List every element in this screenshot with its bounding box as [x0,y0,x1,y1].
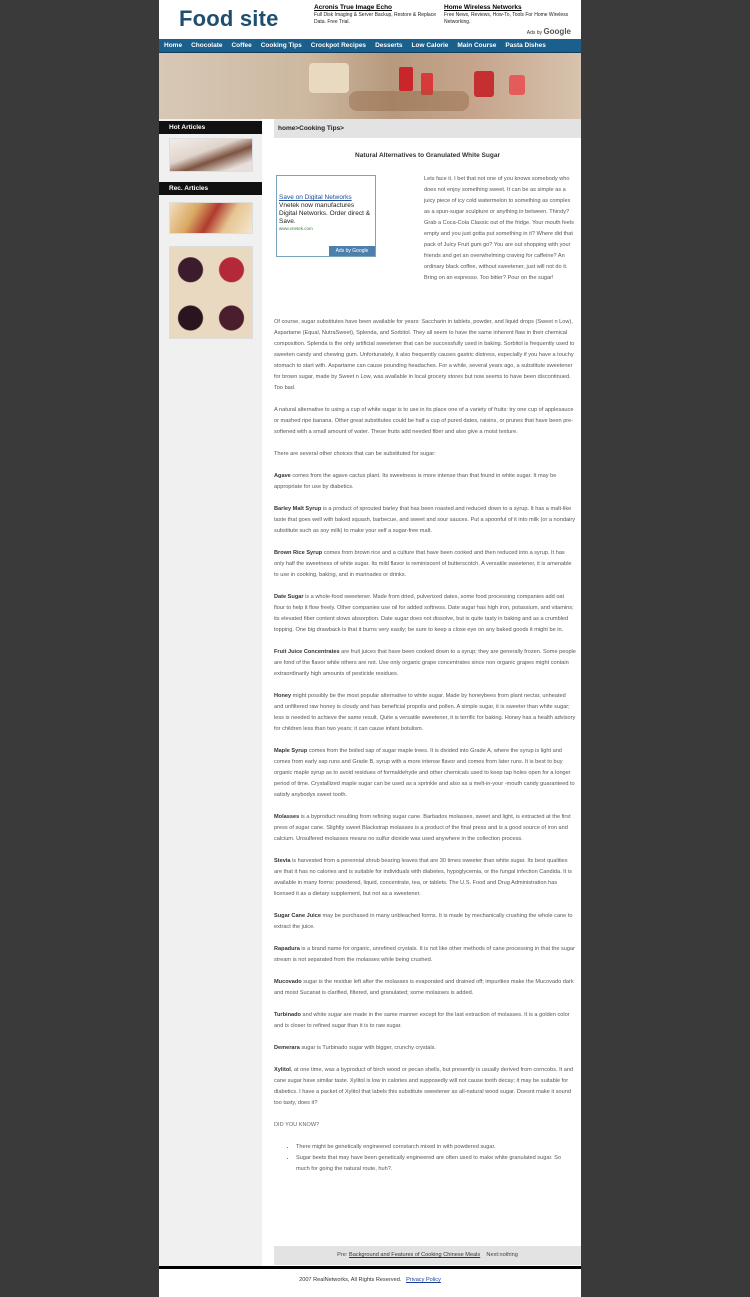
did-you-know-heading: DID YOU KNOW? [274,1122,320,1128]
sweetener-item: Agave comes from the agave cactus plant. Its sweetness is more intense than that found in white sugar. It may be appropriate for use by diabetics. [274,473,557,490]
inline-ad[interactable] [276,175,376,257]
nav-desserts[interactable]: Desserts [375,42,403,49]
nav-pasta-dishes[interactable]: Pasta Dishes [505,42,546,49]
sweetener-term: Maple Syrup [274,748,308,754]
sweetener-item: Xylitol, at one time, was a byproduct of birch wood or pecan shells, but presently is usually derived from corncobs. It and cane sugar have similar taste. Xylitol is low in calories and supposedly will not cause tooth decay; it may be suitable for diabetics. I have a packet of Xylitol that labels this substitute sweetener as all-natural wood sugar. Doesnt make it sound too tasty, does it? [274,1067,574,1106]
header-banner-image [159,53,581,119]
page-container [159,0,581,1297]
site-logo[interactable]: Food site [179,6,279,31]
sweetener-item: Barley Malt Syrup is a product of sprouted barley that has been roasted and reduced down to a syrup. It has a malt-like taste that goes well with baked squash, barbecue, and sweet and sour sauces. Put a spoonful of it into milk (or a nondairy substitute such as soy milk) to make your self a sugar-free malt. [274,506,575,534]
nav-chocolate[interactable]: Chocolate [191,42,223,49]
nav-main-course[interactable]: Main Course [457,42,497,49]
nav-low-calorie[interactable]: Low Calorie [411,42,449,49]
article-pager [274,1246,581,1265]
inline-ad-desc: Vnetek now manufactures Digital Networks. Order direct & Save. [279,202,371,225]
breadcrumb[interactable]: home>Cooking Tips> [274,119,581,138]
list-item: • Sugar beets that may have been genetically engineered are often used to make white granulated sugar. So much for going the natural route, huh?. [296,1153,576,1175]
sweetener-term: Honey [274,693,292,699]
header-ad-2-desc: Free News, Reviews, How-To, Tools For Home Wireless Networking. [444,12,569,25]
sweetener-term: Xylitol [274,1067,291,1073]
footer-divider [159,1266,581,1269]
sweetener-term: Stevia [274,858,291,864]
sweetener-term: Demerara [274,1045,300,1051]
header-ad-1-desc: Full Disk Imaging & Server Backup, Restore & Replace Data. Free Trial. [314,12,436,25]
sweetener-item: Stevia is harvested from a perennial shrub bearing leaves that are 30 times sweeter than white sugar. Its best qualities are that it has no calories and is suitable for individuals with diabetes, hypoglycemia, or the fungal infection Candida. It is available in many forms: powdered, liquid, concentrate, tea, or tablets. The U.S. Food and Drug Administration has licensed it as a dietary supplement, but not as a sweetener. [274,858,572,897]
sweetener-term: Sugar Cane Juice [274,913,321,919]
sweetener-item: Maple Syrup comes from the boiled sap of sugar maple trees. It is divided into Grade A, where the syrup is light and comes from early sap runs and Grade B, syrup with a more intense flavor and comes from later runs. It is best to buy organic maple syrup as to avoid residues of formaldehyde and other chemicals used to keep tap holes open for a longer period of time. Crystallized maple sugar can be used as a sprinkle and also as a melt-in-your -mouth candy guaranteed to satisfy anybodys sweet tooth. [274,748,575,798]
sweetener-term: Molasses [274,814,300,820]
sweetener-item: Mucovado sugar is the residue left after the molasses is evaporated and drained off; impurities make the Mucovado dark and moist Sucanat is clarified, filtered, and granulated; some molasses is added. [274,979,574,996]
article-body [274,317,576,1175]
sweetener-term: Rapadura [274,946,300,952]
paragraph: There are several other choices that can be substituted for sugar: [274,451,436,457]
sweetener-term: Turbinado [274,1012,301,1018]
inline-ads-by-google[interactable]: Ads by Google [329,246,375,256]
sweetener-item: Molasses is a byproduct resulting from refining sugar cane. Barbados molasses, sweet and light, is extracted at the first press of sugar cane. Slightly sweet Blackstrap molasses is a product of the final press and is a good source of iron and calcium. Unsulfered molasses means no sulfur dioxide was used anywhere in the collection process. [274,814,571,842]
paragraph: Of course, sugar substitutes have been available for years: Saccharin in tablets, powder, and liquid drops (Sweet n Low), Aspartame (Equal, NutraSweet), Splenda, and Sorbitol. They all seem to have the same inherent flaw in their chemical composition. Splenda is the only artificial sweetener that can be successfully used in baking. Sorbitol is frequently used to sweeten candy and chewing gum. Unfortunately, it also frequently causes gastric distress, especially if you have a touchy stomach to start with. Aspartame can cause pounding headaches. For a while, several years ago, a substitute sweetener for brown sugar, made by Sweet n Low, was available in local grocery stores but now seems to have been discontinued. Too bad. [274,319,575,391]
header-ad-2[interactable] [444,4,574,26]
nav-coffee[interactable]: Coffee [231,42,252,49]
site-footer [159,1277,581,1283]
main-content [274,119,581,1258]
main-nav [159,39,581,53]
google-brand: Google [543,27,571,36]
rec-article-thumbnail-2[interactable] [169,246,253,339]
site-header [159,0,581,39]
rec-articles-heading: Rec. Articles [159,182,262,195]
hot-articles-heading: Hot Articles [159,121,262,134]
sweetener-item: Honey might possibly be the most popular alternative to white sugar. Made by honeybees from plant nectar, unheated and unfiltered raw honey is cloudy and has beneficial propolis and pollen. A simple sugar, it is sweeter than white sugar; less is needed to achieve the same result. Quite a versatile sweetener, it is terrific for baking. Honey has a health advisory for children less than two years; it can cause infant botulism. [274,693,576,732]
privacy-policy-link[interactable]: Privacy Policy [406,1277,441,1283]
sweetener-term: Fruit Juice Concentrates [274,649,340,655]
prev-label: Pre: [337,1252,348,1258]
rec-article-thumbnail-1[interactable] [169,202,253,234]
sweetener-item: Turbinado and white sugar are made in the same manner except for the last extraction of molasses. It is a golden color and is closer to refined sugar than it is to raw sugar. [274,1012,570,1029]
header-ad-2-title[interactable]: Home Wireless Networks [444,4,522,11]
sweetener-item: Date Sugar is a whole-food sweetener. Made from dried, pulverized dates, some food processing companies add oat flour to help it flow freely. Other companies use oil for added softness. Date sugar has high iron, potassium, and vitamins; its elevated fiber content slows absorption. Date sugar does not dissolve, but is quite tasty in baking and as a crumbled topping. One big drawback is that it burns very easily; be sure to keep a close eye on any baked goods it might be in. [274,594,574,633]
sweetener-term: Agave [274,473,291,479]
article-title: Natural Alternatives to Granulated White Sugar [355,152,500,159]
sweetener-item: Demerara sugar is Turbinado sugar with bigger, crunchy crystals. [274,1045,436,1051]
sweetener-term: Barley Malt Syrup [274,506,322,512]
next-label: Next:nothing [486,1252,518,1258]
nav-cooking-tips[interactable]: Cooking Tips [260,42,302,49]
sweetener-item: Fruit Juice Concentrates are fruit juices that have been cooked down to a syrup; they are generally frozen. Some people are fond of the flavor while others are not. Use only organic grape concentrates since non organic grapes might contain extraordinarily high amounts of pesticide residues. [274,649,576,677]
paragraph: A natural alternative to using a cup of white sugar is to use in its place one of a variety of fruits: try one cup of applesauce or mashed ripe banana. Other great substitutes could be half a cup of pured dates, raisins, or prunes that have been pre-softened with a small amount of water. These fruits add needed fiber and also give a moist texture. [274,407,574,435]
header-ad-1[interactable] [314,4,444,26]
sidebar [159,119,262,1266]
ads-by-google[interactable] [527,27,571,36]
sweetener-item: Sugar Cane Juice may be purchased in many unbleached forms. It is made by mechanically crushing the whole cane to extract the juice. [274,913,573,930]
prev-article-link[interactable]: Background and Features of Cooking Chinese Meals [348,1252,481,1258]
header-ad-1-title[interactable]: Acronis True Image Echo [314,4,393,11]
sweetener-item: Rapadura is a brand name for organic, unrefined crystals. It is not like other methods of cane processing in that the sugar stream is not separated from the molasses while being crushed. [274,946,575,963]
sweetener-item: Brown Rice Syrup comes from brown rice and a culture that have been cooked and then reduced into a syrup. It has only half the sweetness of white sugar. Its mild flavor is reminiscent of butterscotch. A versatile sweetener, it is amenable to use in cooking, baking, and in marinades or drinks. [274,550,572,578]
list-item: • There might be genetically engineered cornstarch mixed in with powdered sugar. [296,1142,576,1153]
article-lead: Lets face it. I bet that not one of you knows somebody who does not enjoy something sweet. It can be as simple as a juicy piece of icy cold watermelon to something as complex as a spun-sugar sculpture or anything in between. Thirsty? Grab a Coca-Cola Classic out of the fridge. Your mouth feels empty and you just gotta put something in it? Where did that pack of Juicy Fruit gum go? You are out shopping with your friends and get an overwhelming craving for caffeine? An ordinary black coffee, without sweetener, just will not do it. Bring on an espresso. Too bitter? Pour on the sugar! [424,176,574,281]
sweetener-term: Brown Rice Syrup [274,550,323,556]
hot-article-thumbnail[interactable] [169,138,253,172]
ads-by-label: Ads by [526,30,543,36]
did-you-know-list [274,1142,576,1175]
inline-ad-title[interactable]: Save on Digital Networks [279,194,352,201]
sweetener-term: Date Sugar [274,594,304,600]
nav-crockpot-recipes[interactable]: Crockpot Recipes [310,42,367,49]
copyright-text: 2007 RealNetworks, All Rights Reserved. [299,1277,402,1283]
sweetener-term: Mucovado [274,979,302,985]
inline-ad-url[interactable]: www.vnetek.com [279,226,313,231]
nav-home[interactable]: Home [164,42,183,49]
